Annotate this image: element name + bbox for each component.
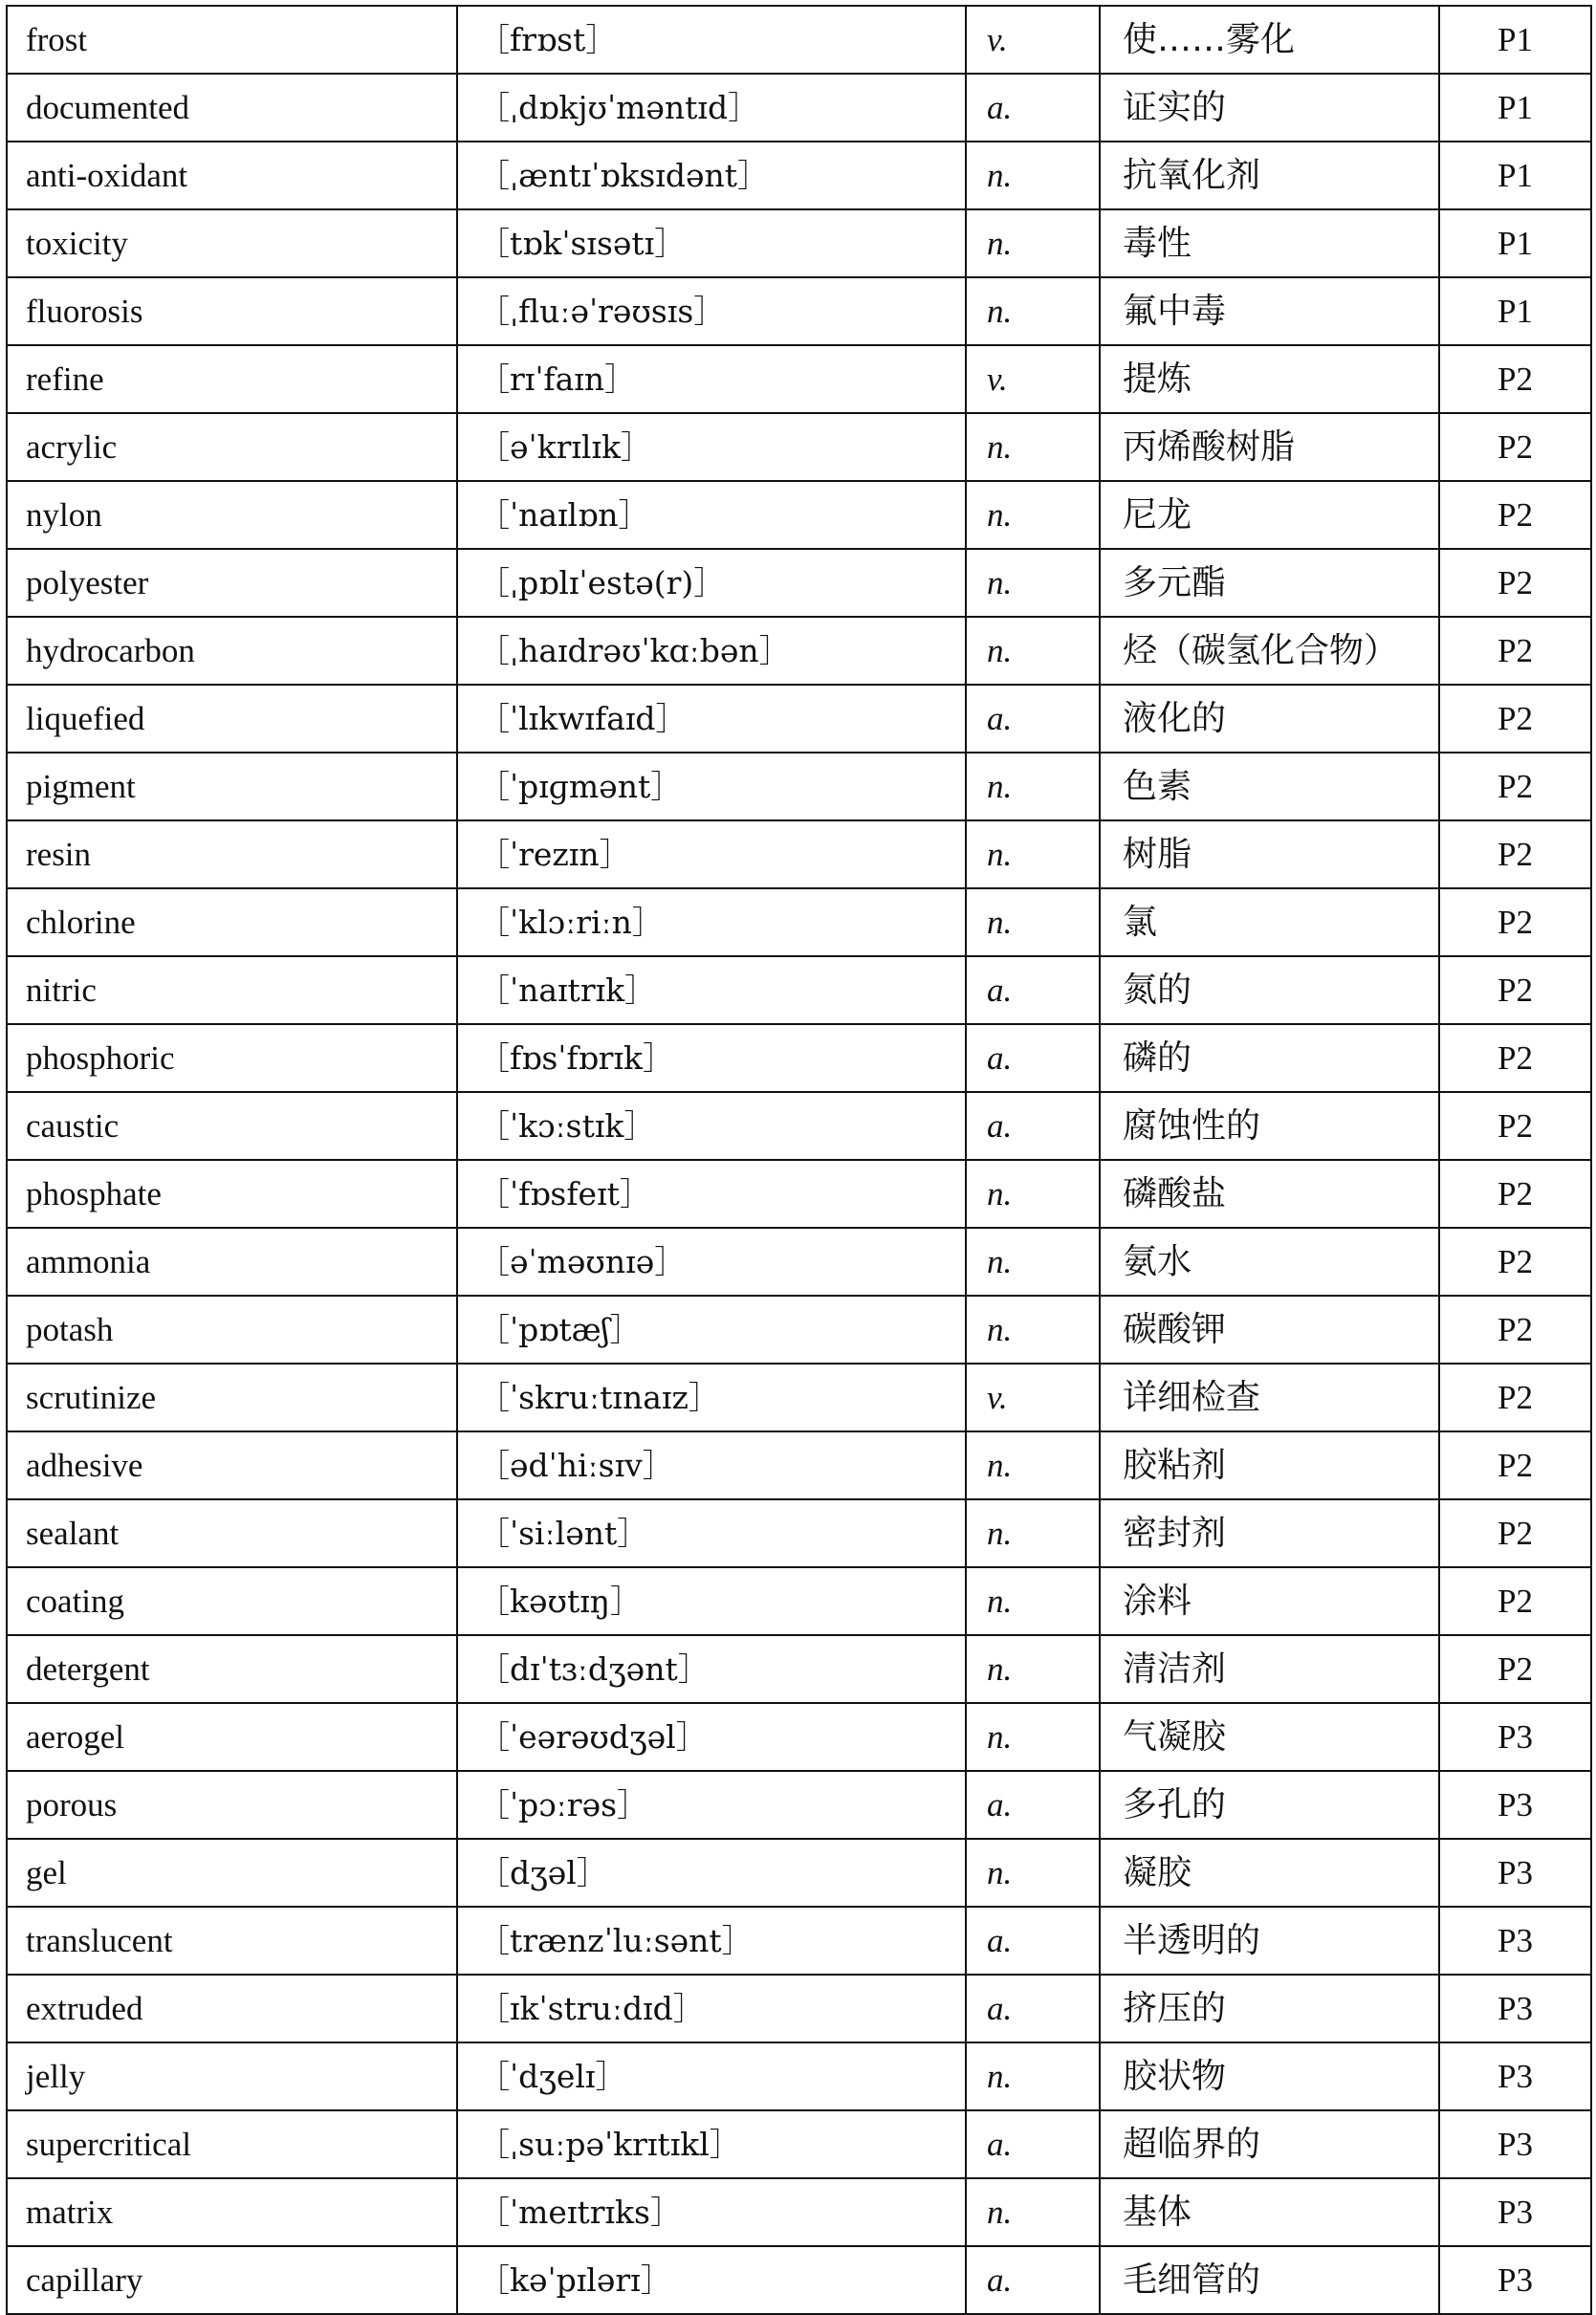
table-row [7, 820, 1591, 888]
word-cell: extruded [7, 1975, 457, 2042]
word-cell: documented [7, 74, 457, 142]
word-cell: toxicity [7, 209, 457, 277]
part-of-speech-cell: n. [966, 481, 1100, 549]
meaning-cell: 尼龙 [1100, 481, 1439, 549]
part-of-speech-cell: n. [966, 1635, 1100, 1703]
page-cell: P3 [1439, 2110, 1591, 2178]
page-cell: P2 [1439, 345, 1591, 413]
table-row [7, 1024, 1591, 1092]
pronunciation-cell: ［ˈlɪkwɪfaɪd］ [457, 685, 966, 753]
part-of-speech-cell: a. [966, 2110, 1100, 2178]
word-cell: scrutinize [7, 1364, 457, 1431]
table-row [7, 2042, 1591, 2110]
table-row [7, 6, 1591, 74]
page-cell: P2 [1439, 1228, 1591, 1296]
meaning-cell: 色素 [1100, 753, 1439, 820]
pronunciation-cell: ［ɪkˈstruːdɪd］ [457, 1975, 966, 2042]
part-of-speech-cell: n. [966, 820, 1100, 888]
page-cell: P1 [1439, 142, 1591, 209]
table-row [7, 1160, 1591, 1228]
table-row [7, 1771, 1591, 1839]
word-cell: translucent [7, 1907, 457, 1975]
meaning-cell: 氨水 [1100, 1228, 1439, 1296]
pronunciation-cell: ［kəʊtɪŋ］ [457, 1567, 966, 1635]
page-cell: P2 [1439, 753, 1591, 820]
table-row [7, 345, 1591, 413]
meaning-cell: 胶状物 [1100, 2042, 1439, 2110]
word-cell: caustic [7, 1092, 457, 1160]
meaning-cell: 密封剂 [1100, 1499, 1439, 1567]
meaning-cell: 氮的 [1100, 956, 1439, 1024]
pronunciation-cell: ［ˈnaɪlɒn］ [457, 481, 966, 549]
part-of-speech-cell: n. [966, 888, 1100, 956]
table-row [7, 413, 1591, 481]
part-of-speech-cell: a. [966, 956, 1100, 1024]
table-row [7, 617, 1591, 685]
page-cell: P2 [1439, 1364, 1591, 1431]
vocabulary-table-body [7, 6, 1591, 2314]
word-cell: adhesive [7, 1431, 457, 1499]
word-cell: sealant [7, 1499, 457, 1567]
table-row [7, 549, 1591, 617]
page-cell: P2 [1439, 956, 1591, 1024]
meaning-cell: 磷的 [1100, 1024, 1439, 1092]
pronunciation-cell: ［rɪˈfaɪn］ [457, 345, 966, 413]
word-cell: anti-oxidant [7, 142, 457, 209]
meaning-cell: 超临界的 [1100, 2110, 1439, 2178]
page-cell: P2 [1439, 1296, 1591, 1364]
part-of-speech-cell: a. [966, 1024, 1100, 1092]
page-cell: P1 [1439, 277, 1591, 345]
table-row [7, 1296, 1591, 1364]
word-cell: capillary [7, 2246, 457, 2314]
meaning-cell: 基体 [1100, 2178, 1439, 2246]
pronunciation-cell: ［ədˈhiːsɪv］ [457, 1431, 966, 1499]
table-row [7, 753, 1591, 820]
table-row [7, 1567, 1591, 1635]
meaning-cell: 毒性 [1100, 209, 1439, 277]
page-cell: P2 [1439, 685, 1591, 753]
part-of-speech-cell: v. [966, 1364, 1100, 1431]
pronunciation-cell: ［ˈpɔːrəs］ [457, 1771, 966, 1839]
table-row [7, 2110, 1591, 2178]
word-cell: resin [7, 820, 457, 888]
meaning-cell: 树脂 [1100, 820, 1439, 888]
pronunciation-cell: ［ˌæntɪˈɒksɪdənt］ [457, 142, 966, 209]
pronunciation-cell: ［fɒsˈfɒrɪk］ [457, 1024, 966, 1092]
page-cell: P3 [1439, 1839, 1591, 1907]
table-row [7, 74, 1591, 142]
meaning-cell: 腐蚀性的 [1100, 1092, 1439, 1160]
meaning-cell: 液化的 [1100, 685, 1439, 753]
meaning-cell: 清洁剂 [1100, 1635, 1439, 1703]
page-cell: P3 [1439, 2246, 1591, 2314]
meaning-cell: 丙烯酸树脂 [1100, 413, 1439, 481]
meaning-cell: 多孔的 [1100, 1771, 1439, 1839]
meaning-cell: 涂料 [1100, 1567, 1439, 1635]
page-cell: P2 [1439, 820, 1591, 888]
part-of-speech-cell: n. [966, 1839, 1100, 1907]
pronunciation-cell: ［ˈsiːlənt］ [457, 1499, 966, 1567]
page-cell: P1 [1439, 74, 1591, 142]
part-of-speech-cell: n. [966, 209, 1100, 277]
part-of-speech-cell: a. [966, 1771, 1100, 1839]
word-cell: aerogel [7, 1703, 457, 1771]
pronunciation-cell: ［ˌdɒkjʊˈməntɪd］ [457, 74, 966, 142]
pronunciation-cell: ［ˌhaɪdrəʊˈkɑːbən］ [457, 617, 966, 685]
pronunciation-cell: ［ˌfluːəˈrəʊsɪs］ [457, 277, 966, 345]
part-of-speech-cell: n. [966, 1228, 1100, 1296]
word-cell: jelly [7, 2042, 457, 2110]
pronunciation-cell: ［ˈskruːtɪnaɪz］ [457, 1364, 966, 1431]
table-row [7, 1092, 1591, 1160]
word-cell: phosphate [7, 1160, 457, 1228]
part-of-speech-cell: n. [966, 753, 1100, 820]
pronunciation-cell: ［tɒkˈsɪsətɪ］ [457, 209, 966, 277]
part-of-speech-cell: a. [966, 1907, 1100, 1975]
table-row [7, 1975, 1591, 2042]
part-of-speech-cell: v. [966, 345, 1100, 413]
part-of-speech-cell: a. [966, 685, 1100, 753]
vocabulary-table [6, 5, 1592, 2315]
pronunciation-cell: ［ˈklɔːriːn］ [457, 888, 966, 956]
page-cell: P3 [1439, 1703, 1591, 1771]
word-cell: nylon [7, 481, 457, 549]
meaning-cell: 详细检查 [1100, 1364, 1439, 1431]
meaning-cell: 凝胶 [1100, 1839, 1439, 1907]
page-cell: P2 [1439, 1635, 1591, 1703]
table-row [7, 277, 1591, 345]
meaning-cell: 气凝胶 [1100, 1703, 1439, 1771]
pronunciation-cell: ［ˈpɒtæʃ］ [457, 1296, 966, 1364]
part-of-speech-cell: n. [966, 1431, 1100, 1499]
pronunciation-cell: ［ˈrezɪn］ [457, 820, 966, 888]
word-cell: porous [7, 1771, 457, 1839]
pronunciation-cell: ［ˈfɒsfeɪt］ [457, 1160, 966, 1228]
part-of-speech-cell: n. [966, 2178, 1100, 2246]
table-row [7, 1907, 1591, 1975]
meaning-cell: 半透明的 [1100, 1907, 1439, 1975]
word-cell: frost [7, 6, 457, 74]
word-cell: phosphoric [7, 1024, 457, 1092]
table-row [7, 2246, 1591, 2314]
pronunciation-cell: ［kəˈpɪlərɪ］ [457, 2246, 966, 2314]
table-row [7, 481, 1591, 549]
table-row [7, 1228, 1591, 1296]
table-row [7, 1499, 1591, 1567]
table-row [7, 209, 1591, 277]
page-cell: P2 [1439, 1092, 1591, 1160]
page-cell: P1 [1439, 209, 1591, 277]
meaning-cell: 使……雾化 [1100, 6, 1439, 74]
page-cell: P2 [1439, 617, 1591, 685]
part-of-speech-cell: n. [966, 617, 1100, 685]
part-of-speech-cell: n. [966, 1296, 1100, 1364]
part-of-speech-cell: n. [966, 1567, 1100, 1635]
part-of-speech-cell: n. [966, 1160, 1100, 1228]
table-row [7, 1364, 1591, 1431]
pronunciation-cell: ［ˌpɒlɪˈestə(r)］ [457, 549, 966, 617]
page-cell: P2 [1439, 1567, 1591, 1635]
pronunciation-cell: ［frɒst］ [457, 6, 966, 74]
part-of-speech-cell: a. [966, 74, 1100, 142]
word-cell: liquefied [7, 685, 457, 753]
table-row [7, 1703, 1591, 1771]
meaning-cell: 磷酸盐 [1100, 1160, 1439, 1228]
part-of-speech-cell: a. [966, 2246, 1100, 2314]
table-row [7, 142, 1591, 209]
part-of-speech-cell: n. [966, 2042, 1100, 2110]
word-cell: pigment [7, 753, 457, 820]
meaning-cell: 毛细管的 [1100, 2246, 1439, 2314]
pronunciation-cell: ［əˈkrɪlɪk］ [457, 413, 966, 481]
meaning-cell: 挤压的 [1100, 1975, 1439, 2042]
pronunciation-cell: ［ˌsuːpəˈkrɪtɪkl］ [457, 2110, 966, 2178]
page-cell: P2 [1439, 1431, 1591, 1499]
word-cell: polyester [7, 549, 457, 617]
word-cell: refine [7, 345, 457, 413]
table-row [7, 2178, 1591, 2246]
meaning-cell: 提炼 [1100, 345, 1439, 413]
meaning-cell: 多元酯 [1100, 549, 1439, 617]
page-cell: P3 [1439, 2178, 1591, 2246]
meaning-cell: 抗氧化剂 [1100, 142, 1439, 209]
meaning-cell: 氟中毒 [1100, 277, 1439, 345]
page-cell: P3 [1439, 1771, 1591, 1839]
pronunciation-cell: ［ˈmeɪtrɪks］ [457, 2178, 966, 2246]
word-cell: supercritical [7, 2110, 457, 2178]
page-cell: P2 [1439, 549, 1591, 617]
meaning-cell: 烃（碳氢化合物） [1100, 617, 1439, 685]
table-row [7, 1635, 1591, 1703]
word-cell: potash [7, 1296, 457, 1364]
word-cell: hydrocarbon [7, 617, 457, 685]
word-cell: nitric [7, 956, 457, 1024]
word-cell: ammonia [7, 1228, 457, 1296]
word-cell: gel [7, 1839, 457, 1907]
page-cell: P1 [1439, 6, 1591, 74]
pronunciation-cell: ［əˈməʊnɪə］ [457, 1228, 966, 1296]
pronunciation-cell: ［ˈeərəʊdʒəl］ [457, 1703, 966, 1771]
page-cell: P2 [1439, 1160, 1591, 1228]
part-of-speech-cell: n. [966, 549, 1100, 617]
page-cell: P2 [1439, 481, 1591, 549]
pronunciation-cell: ［trænzˈluːsənt］ [457, 1907, 966, 1975]
pronunciation-cell: ［dɪˈtɜːdʒənt］ [457, 1635, 966, 1703]
part-of-speech-cell: n. [966, 277, 1100, 345]
part-of-speech-cell: n. [966, 413, 1100, 481]
table-row [7, 1431, 1591, 1499]
pronunciation-cell: ［ˈdʒelɪ］ [457, 2042, 966, 2110]
word-cell: coating [7, 1567, 457, 1635]
part-of-speech-cell: a. [966, 1975, 1100, 2042]
part-of-speech-cell: n. [966, 142, 1100, 209]
page-cell: P3 [1439, 1907, 1591, 1975]
table-row [7, 685, 1591, 753]
word-cell: matrix [7, 2178, 457, 2246]
page-cell: P2 [1439, 888, 1591, 956]
word-cell: fluorosis [7, 277, 457, 345]
pronunciation-cell: ［ˈnaɪtrɪk］ [457, 956, 966, 1024]
part-of-speech-cell: n. [966, 1499, 1100, 1567]
part-of-speech-cell: a. [966, 1092, 1100, 1160]
table-row [7, 888, 1591, 956]
table-row [7, 1839, 1591, 1907]
page-cell: P3 [1439, 2042, 1591, 2110]
page-cell: P2 [1439, 1499, 1591, 1567]
word-cell: chlorine [7, 888, 457, 956]
meaning-cell: 碳酸钾 [1100, 1296, 1439, 1364]
word-cell: acrylic [7, 413, 457, 481]
meaning-cell: 氯 [1100, 888, 1439, 956]
table-row [7, 956, 1591, 1024]
page-cell: P2 [1439, 413, 1591, 481]
part-of-speech-cell: n. [966, 1703, 1100, 1771]
pronunciation-cell: ［ˈkɔːstɪk］ [457, 1092, 966, 1160]
pronunciation-cell: ［ˈpɪɡmənt］ [457, 753, 966, 820]
meaning-cell: 胶粘剂 [1100, 1431, 1439, 1499]
word-cell: detergent [7, 1635, 457, 1703]
meaning-cell: 证实的 [1100, 74, 1439, 142]
pronunciation-cell: ［dʒəl］ [457, 1839, 966, 1907]
part-of-speech-cell: v. [966, 6, 1100, 74]
page-cell: P3 [1439, 1975, 1591, 2042]
page-cell: P2 [1439, 1024, 1591, 1092]
